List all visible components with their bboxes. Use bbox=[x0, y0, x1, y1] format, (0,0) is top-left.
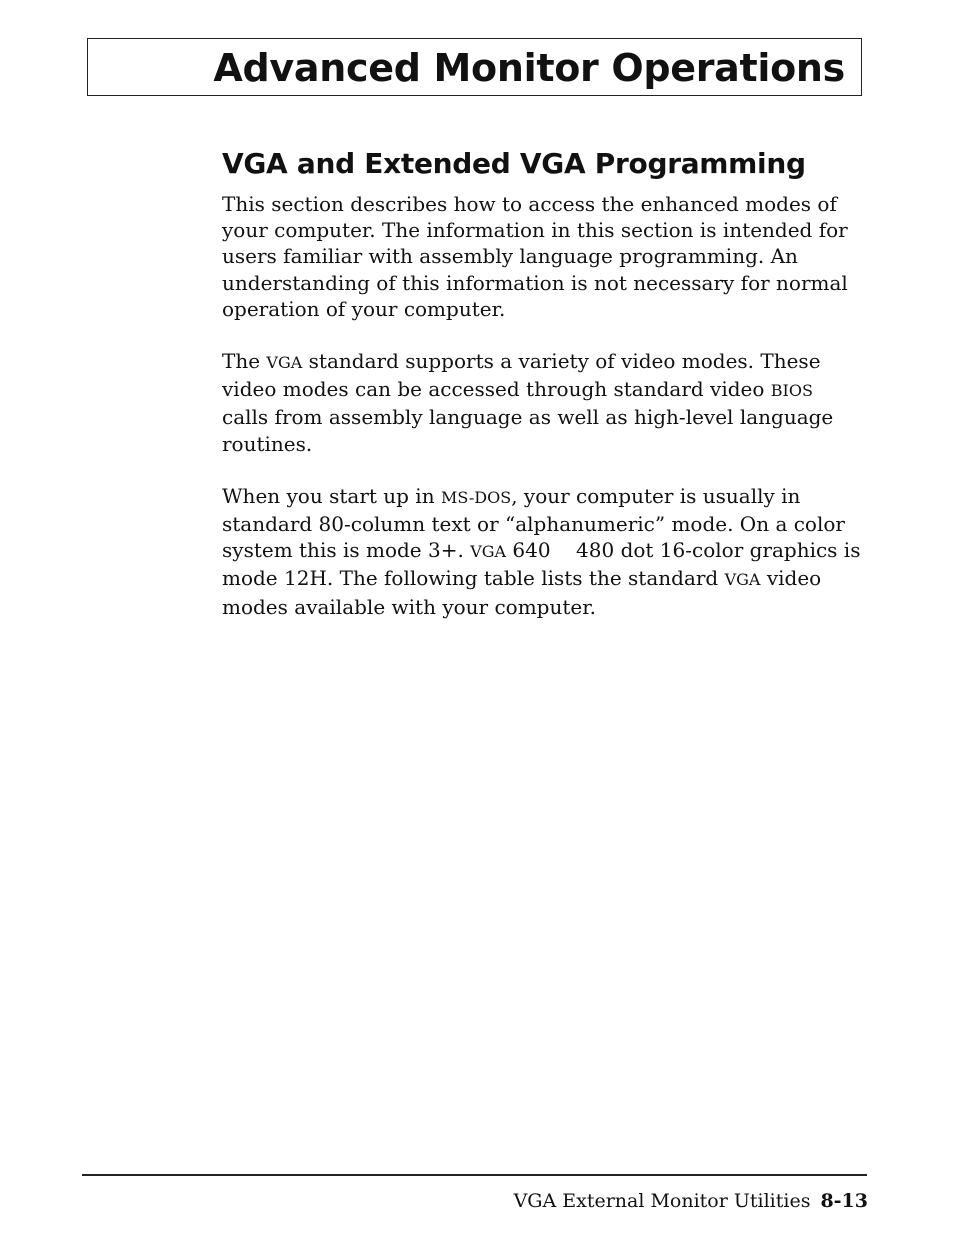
small-caps-term: VGA bbox=[724, 570, 761, 590]
section-heading: VGA and Extended VGA Programming bbox=[222, 147, 806, 180]
text-run: When you start up in bbox=[222, 483, 441, 508]
page-footer bbox=[514, 1186, 868, 1216]
chapter-header-box bbox=[87, 38, 862, 96]
text-run: calls from assembly language as well as high-level language routines. bbox=[222, 405, 834, 456]
text-run: video modes available with your computer. bbox=[222, 566, 822, 619]
footer-title: VGA External Monitor Utilities bbox=[513, 1190, 811, 1212]
footer-rule bbox=[82, 1174, 867, 1176]
paragraph-vga-modes bbox=[222, 348, 862, 457]
small-caps-term: BIOS bbox=[770, 381, 813, 401]
text-run: 640 480 dot 16-color graphics is mode 12H. The following table lists the standard bbox=[222, 538, 867, 591]
paragraph-intro: This section describes how to access the enhanced modes of your computer. The information in this section is intended for users familiar with assembly language programming. An understanding of this information is not necessary for normal operation of your computer. bbox=[222, 192, 848, 321]
chapter-title: Advanced Monitor Operations bbox=[213, 46, 845, 90]
text-run: , your computer is usually in standard 80-column text or “alphanumeric” mode. On a color system this is mode 3+. bbox=[222, 483, 845, 563]
small-caps-term: VGA bbox=[266, 353, 303, 373]
text-run: standard supports a variety of video modes. These video modes can be accessed through standard video bbox=[222, 349, 821, 402]
text-run: The bbox=[222, 349, 267, 374]
page-number: 8-13 bbox=[820, 1190, 868, 1212]
small-caps-term: MS-DOS bbox=[440, 487, 512, 507]
section-body bbox=[222, 191, 867, 646]
small-caps-term: VGA bbox=[470, 542, 507, 562]
paragraph-startup-mode bbox=[222, 483, 867, 620]
